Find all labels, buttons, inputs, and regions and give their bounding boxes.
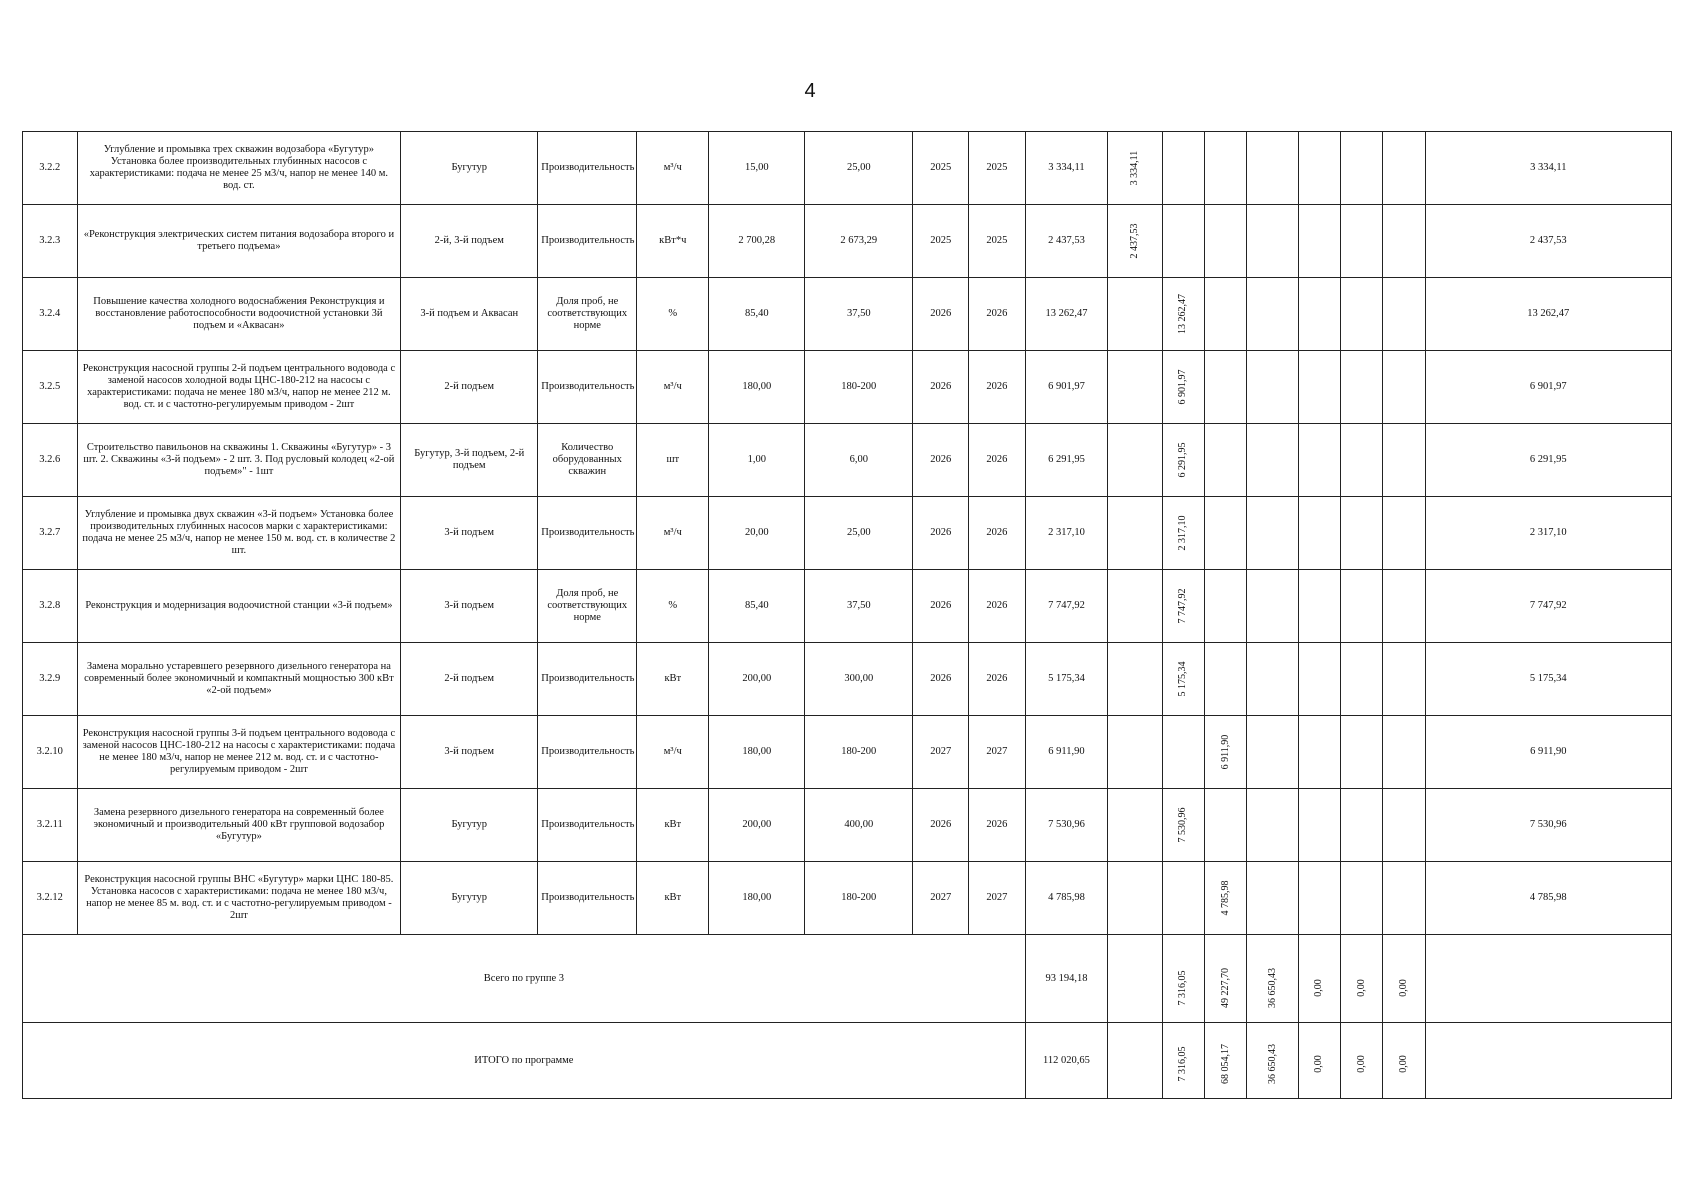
summary-2026-value: 68 054,17 [1219,1044,1231,1084]
indicator-cell: Доля проб, не соответствующих норме [538,278,637,351]
summary-total: 93 194,18 [1025,935,1107,1023]
cost-extra-cell [1383,497,1425,570]
value-before-cell: 180,00 [709,351,805,424]
value-after-cell: 25,00 [805,132,913,205]
measure-description: Строительство павильонов на скважины 1. Скважины «Бугутур» - 3 шт. 2. Скважины «3-й подъем» - 2 шт. 3. Под русловый колодец «2-ой подъем»" - 1шт [77,424,401,497]
summary-2030-value: 0,00 [1397,979,1409,997]
cost-2026-cell [1162,570,1204,643]
row-total-right: 3 334,11 [1425,132,1671,205]
end-year-cell: 2027 [969,716,1026,789]
value-before-cell: 200,00 [709,643,805,716]
cost-2026-value: 6 291,95 [1177,442,1189,478]
cost-2027-cell [1205,424,1247,497]
cost-2026-value: 13 262,47 [1177,294,1189,334]
cost-extra-cell [1383,132,1425,205]
end-year-cell: 2026 [969,789,1026,862]
row-number: 3.2.11 [23,789,78,862]
end-year-cell: 2025 [969,205,1026,278]
cost-2030-cell [1341,643,1383,716]
value-before-cell: 85,40 [709,570,805,643]
cost-2030-cell [1341,570,1383,643]
measure-description: Углубление и промывка двух скважин «3-й подъем» Установка более производительных глубинных насосов марки с характеристиками: подача не менее 25 м3/ч, напор не менее 150 м. вод. ст. в количестве 2 шт. [77,497,401,570]
indicator-cell: Производительность [538,132,637,205]
row-total-right: 6 291,95 [1425,424,1671,497]
value-after-cell: 6,00 [805,424,913,497]
indicator-cell: Производительность [538,716,637,789]
cost-2026-value: 7 747,92 [1177,588,1189,624]
summary-empty-cell [1108,935,1163,1023]
unit-cell: % [637,278,709,351]
total-cost-cell: 2 437,53 [1025,205,1107,278]
row-total-right: 7 530,96 [1425,789,1671,862]
summary-2030-cell [1383,1023,1425,1099]
cost-2028-cell [1247,716,1299,789]
summary-empty-cell [1108,1023,1163,1099]
row-total-right: 6 911,90 [1425,716,1671,789]
value-before-cell: 1,00 [709,424,805,497]
cost-extra-cell [1383,570,1425,643]
cost-2026-cell [1162,351,1204,424]
end-year-cell: 2026 [969,497,1026,570]
row-number: 3.2.8 [23,570,78,643]
location-cell: 2-й, 3-й подъем [401,205,538,278]
summary-2030-value: 0,00 [1397,1055,1409,1073]
cost-2025-cell [1108,132,1163,205]
summary-2027-cell [1247,1023,1299,1099]
cost-2030-cell [1341,205,1383,278]
page-number: 4 [804,80,816,102]
location-cell: 3-й подъем [401,570,538,643]
cost-2030-cell [1341,789,1383,862]
program-total-row [23,1023,1672,1099]
end-year-cell: 2026 [969,351,1026,424]
cost-2028-cell [1247,497,1299,570]
cost-2027-cell [1205,862,1247,935]
summary-2028-value: 0,00 [1313,979,1325,997]
location-cell: 3-й подъем [401,497,538,570]
start-year-cell: 2026 [913,351,969,424]
summary-right-cell [1425,935,1671,1023]
summary-label: ИТОГО по программе [23,1023,1026,1099]
cost-2026-value: 6 901,97 [1177,369,1189,405]
cost-extra-cell [1383,424,1425,497]
table-row [23,570,1672,643]
end-year-cell: 2026 [969,570,1026,643]
cost-2025-cell [1108,862,1163,935]
unit-cell: кВт [637,789,709,862]
total-cost-cell: 3 334,11 [1025,132,1107,205]
cost-2028-cell [1247,278,1299,351]
start-year-cell: 2027 [913,862,969,935]
row-total-right: 2 437,53 [1425,205,1671,278]
summary-label: Всего по группе 3 [23,935,1026,1023]
cost-2025-cell [1108,351,1163,424]
cost-2026-cell [1162,132,1204,205]
cost-2029-cell [1298,643,1340,716]
row-number: 3.2.12 [23,862,78,935]
indicator-cell: Производительность [538,643,637,716]
cost-extra-cell [1383,643,1425,716]
cost-2030-cell [1341,424,1383,497]
start-year-cell: 2026 [913,789,969,862]
value-after-cell: 2 673,29 [805,205,913,278]
summary-2025-value: 7 316,05 [1177,1046,1189,1082]
summary-2025-value: 7 316,05 [1177,970,1189,1006]
measure-description: Замена резервного дизельного генератора на современный более экономичный и производительный 400 кВт групповой водозабор «Бугутур» [77,789,401,862]
cost-2027-cell [1205,570,1247,643]
unit-cell: м³/ч [637,351,709,424]
cost-2026-value: 2 317,10 [1177,515,1189,551]
indicator-cell: Производительность [538,862,637,935]
cost-2028-cell [1247,205,1299,278]
cost-2029-cell [1298,351,1340,424]
unit-cell: м³/ч [637,132,709,205]
cost-2025-cell [1108,497,1163,570]
value-after-cell: 300,00 [805,643,913,716]
end-year-cell: 2026 [969,643,1026,716]
row-number: 3.2.10 [23,716,78,789]
cost-extra-cell [1383,205,1425,278]
indicator-cell: Доля проб, не соответствующих норме [538,570,637,643]
row-total-right: 4 785,98 [1425,862,1671,935]
start-year-cell: 2026 [913,570,969,643]
cost-2029-cell [1298,570,1340,643]
summary-right-cell [1425,1023,1671,1099]
cost-2026-cell [1162,424,1204,497]
row-number: 3.2.2 [23,132,78,205]
row-total-right: 13 262,47 [1425,278,1671,351]
total-cost-cell: 4 785,98 [1025,862,1107,935]
unit-cell: % [637,570,709,643]
cost-2030-cell [1341,278,1383,351]
unit-cell: кВт*ч [637,205,709,278]
indicator-cell: Производительность [538,497,637,570]
measure-description: «Реконструкция электрических систем питания водозабора второго и третьего подъема» [77,205,401,278]
cost-2028-cell [1247,643,1299,716]
unit-cell: м³/ч [637,497,709,570]
measure-description: Повышение качества холодного водоснабжения Реконструкция и восстановление работоспособности водоочистной установки 3й подъем и «Аквасан» [77,278,401,351]
row-number: 3.2.4 [23,278,78,351]
summary-2027-value: 36 650,43 [1266,1044,1278,1084]
cost-2029-cell [1298,278,1340,351]
summary-total: 112 020,65 [1025,1023,1107,1099]
cost-extra-cell [1383,278,1425,351]
location-cell: Бугутур, 3-й подъем, 2-й подъем [401,424,538,497]
cost-2027-cell [1205,132,1247,205]
cost-2027-cell [1205,716,1247,789]
total-cost-cell: 13 262,47 [1025,278,1107,351]
cost-2027-cell [1205,278,1247,351]
cost-2030-cell [1341,351,1383,424]
total-cost-cell: 5 175,34 [1025,643,1107,716]
cost-2025-cell [1108,424,1163,497]
cost-2026-value: 5 175,34 [1177,661,1189,697]
cost-2026-cell [1162,789,1204,862]
measure-description: Углубление и промывка трех скважин водозабора «Бугутур» Установка более производительных глубинных насосов с характеристиками: подача не менее 25 м3/ч, напор не менее 140 м. вод. ст. [77,132,401,205]
row-total-right: 5 175,34 [1425,643,1671,716]
cost-2027-cell [1205,497,1247,570]
cost-2027-cell [1205,205,1247,278]
table-body [23,132,1672,1099]
unit-cell: кВт [637,862,709,935]
measure-description: Реконструкция и модернизация водоочистной станции «3-й подъем» [77,570,401,643]
table-row [23,278,1672,351]
indicator-cell: Производительность [538,205,637,278]
row-total-right: 2 317,10 [1425,497,1671,570]
table-row [23,716,1672,789]
cost-extra-cell [1383,716,1425,789]
total-cost-cell: 6 291,95 [1025,424,1107,497]
end-year-cell: 2026 [969,424,1026,497]
cost-2028-cell [1247,351,1299,424]
cost-2026-value: 7 530,96 [1177,807,1189,843]
cost-2025-value: 3 334,11 [1128,150,1140,186]
summary-2028-cell [1298,935,1340,1023]
end-year-cell: 2025 [969,132,1026,205]
table-row [23,862,1672,935]
cost-2027-value: 4 785,98 [1219,880,1231,916]
cost-2028-cell [1247,789,1299,862]
indicator-cell: Производительность [538,351,637,424]
summary-2029-cell [1341,935,1383,1023]
cost-extra-cell [1383,351,1425,424]
cost-2025-value: 2 437,53 [1128,223,1140,259]
start-year-cell: 2026 [913,497,969,570]
measure-description: Реконструкция насосной группы 3-й подъем центрального водовода с заменой насосов ЦНС-180-212 на насосы с характеристиками: подача не менее 180 м3/ч, напор не менее 212 м. вод. ст. и с частотно-регулируемым приводом - 2шт [77,716,401,789]
summary-2028-value: 0,00 [1313,1055,1325,1073]
total-cost-cell: 2 317,10 [1025,497,1107,570]
row-number: 3.2.3 [23,205,78,278]
start-year-cell: 2026 [913,424,969,497]
investment-program-table [22,131,1672,1099]
cost-2030-cell [1341,862,1383,935]
cost-2028-cell [1247,862,1299,935]
cost-2030-cell [1341,716,1383,789]
location-cell: 2-й подъем [401,643,538,716]
table-row [23,132,1672,205]
value-before-cell: 200,00 [709,789,805,862]
summary-2025-cell [1162,1023,1204,1099]
cost-2029-cell [1298,716,1340,789]
unit-cell: м³/ч [637,716,709,789]
table-row [23,497,1672,570]
cost-2028-cell [1247,424,1299,497]
total-cost-cell: 7 747,92 [1025,570,1107,643]
row-number: 3.2.5 [23,351,78,424]
cost-2026-cell [1162,497,1204,570]
start-year-cell: 2025 [913,205,969,278]
value-after-cell: 180-200 [805,862,913,935]
indicator-cell: Количество оборудованных скважин [538,424,637,497]
cost-2027-cell [1205,643,1247,716]
cost-2025-cell [1108,789,1163,862]
cost-2025-cell [1108,570,1163,643]
cost-2026-cell [1162,862,1204,935]
cost-2030-cell [1341,497,1383,570]
value-after-cell: 180-200 [805,351,913,424]
cost-extra-cell [1383,789,1425,862]
measure-description: Замена морально устаревшего резервного дизельного генератора на современный более экономичный и компактный мощностью 300 кВт «2-ой подъем» [77,643,401,716]
start-year-cell: 2025 [913,132,969,205]
location-cell: 3-й подъем [401,716,538,789]
cost-2027-cell [1205,789,1247,862]
total-cost-cell: 6 901,97 [1025,351,1107,424]
row-total-right: 7 747,92 [1425,570,1671,643]
cost-2025-cell [1108,643,1163,716]
cost-2029-cell [1298,424,1340,497]
summary-2028-cell [1298,1023,1340,1099]
cost-2029-cell [1298,497,1340,570]
cost-2026-cell [1162,716,1204,789]
cost-2025-cell [1108,278,1163,351]
value-before-cell: 2 700,28 [709,205,805,278]
cost-2027-cell [1205,351,1247,424]
summary-2025-cell [1162,935,1204,1023]
start-year-cell: 2026 [913,643,969,716]
summary-2026-cell [1205,1023,1247,1099]
summary-2027-cell [1247,935,1299,1023]
table-row [23,351,1672,424]
unit-cell: кВт [637,643,709,716]
value-after-cell: 37,50 [805,570,913,643]
cost-2025-cell [1108,205,1163,278]
measure-description: Реконструкция насосной группы 2-й подъем центрального водовода с заменой насосов холодной воды ЦНС-180-212 на насосы с характеристиками: подача не менее 180 м3/ч, напор не менее 212 м. вод. ст. и с частотно-регулируемым приводом - 2шт [77,351,401,424]
location-cell: 2-й подъем [401,351,538,424]
end-year-cell: 2027 [969,862,1026,935]
table-row [23,789,1672,862]
cost-2026-cell [1162,278,1204,351]
indicator-cell: Производительность [538,789,637,862]
row-number: 3.2.9 [23,643,78,716]
value-before-cell: 180,00 [709,716,805,789]
location-cell: Бугутур [401,132,538,205]
cost-2029-cell [1298,862,1340,935]
start-year-cell: 2027 [913,716,969,789]
cost-2026-cell [1162,205,1204,278]
location-cell: Бугутур [401,789,538,862]
summary-2030-cell [1383,935,1425,1023]
row-total-right: 6 901,97 [1425,351,1671,424]
total-cost-cell: 6 911,90 [1025,716,1107,789]
end-year-cell: 2026 [969,278,1026,351]
table-row [23,643,1672,716]
summary-2029-value: 0,00 [1355,979,1367,997]
summary-2027-value: 36 650,43 [1266,968,1278,1008]
table-row [23,424,1672,497]
value-before-cell: 20,00 [709,497,805,570]
group-total-row [23,935,1672,1023]
cost-2029-cell [1298,132,1340,205]
cost-2030-cell [1341,132,1383,205]
location-cell: Бугутур [401,862,538,935]
value-after-cell: 400,00 [805,789,913,862]
summary-2029-cell [1341,1023,1383,1099]
value-before-cell: 180,00 [709,862,805,935]
summary-2026-value: 49 227,70 [1219,968,1231,1008]
value-after-cell: 25,00 [805,497,913,570]
table-row [23,205,1672,278]
cost-2029-cell [1298,205,1340,278]
cost-2025-cell [1108,716,1163,789]
summary-2029-value: 0,00 [1355,1055,1367,1073]
cost-2029-cell [1298,789,1340,862]
location-cell: 3-й подъем и Аквасан [401,278,538,351]
cost-2027-value: 6 911,90 [1219,734,1231,770]
measure-description: Реконструкция насосной группы ВНС «Бугутур» марки ЦНС 180-85. Установка насосов с характеристиками: подача не менее 180 м3/ч, напор не менее 85 м. вод. ст. и с частотно-регулируемым приводом - 2шт [77,862,401,935]
value-before-cell: 85,40 [709,278,805,351]
cost-2028-cell [1247,570,1299,643]
cost-extra-cell [1383,862,1425,935]
row-number: 3.2.6 [23,424,78,497]
value-after-cell: 37,50 [805,278,913,351]
row-number: 3.2.7 [23,497,78,570]
value-after-cell: 180-200 [805,716,913,789]
start-year-cell: 2026 [913,278,969,351]
total-cost-cell: 7 530,96 [1025,789,1107,862]
cost-2026-cell [1162,643,1204,716]
summary-2026-cell [1205,935,1247,1023]
cost-2028-cell [1247,132,1299,205]
value-before-cell: 15,00 [709,132,805,205]
unit-cell: шт [637,424,709,497]
